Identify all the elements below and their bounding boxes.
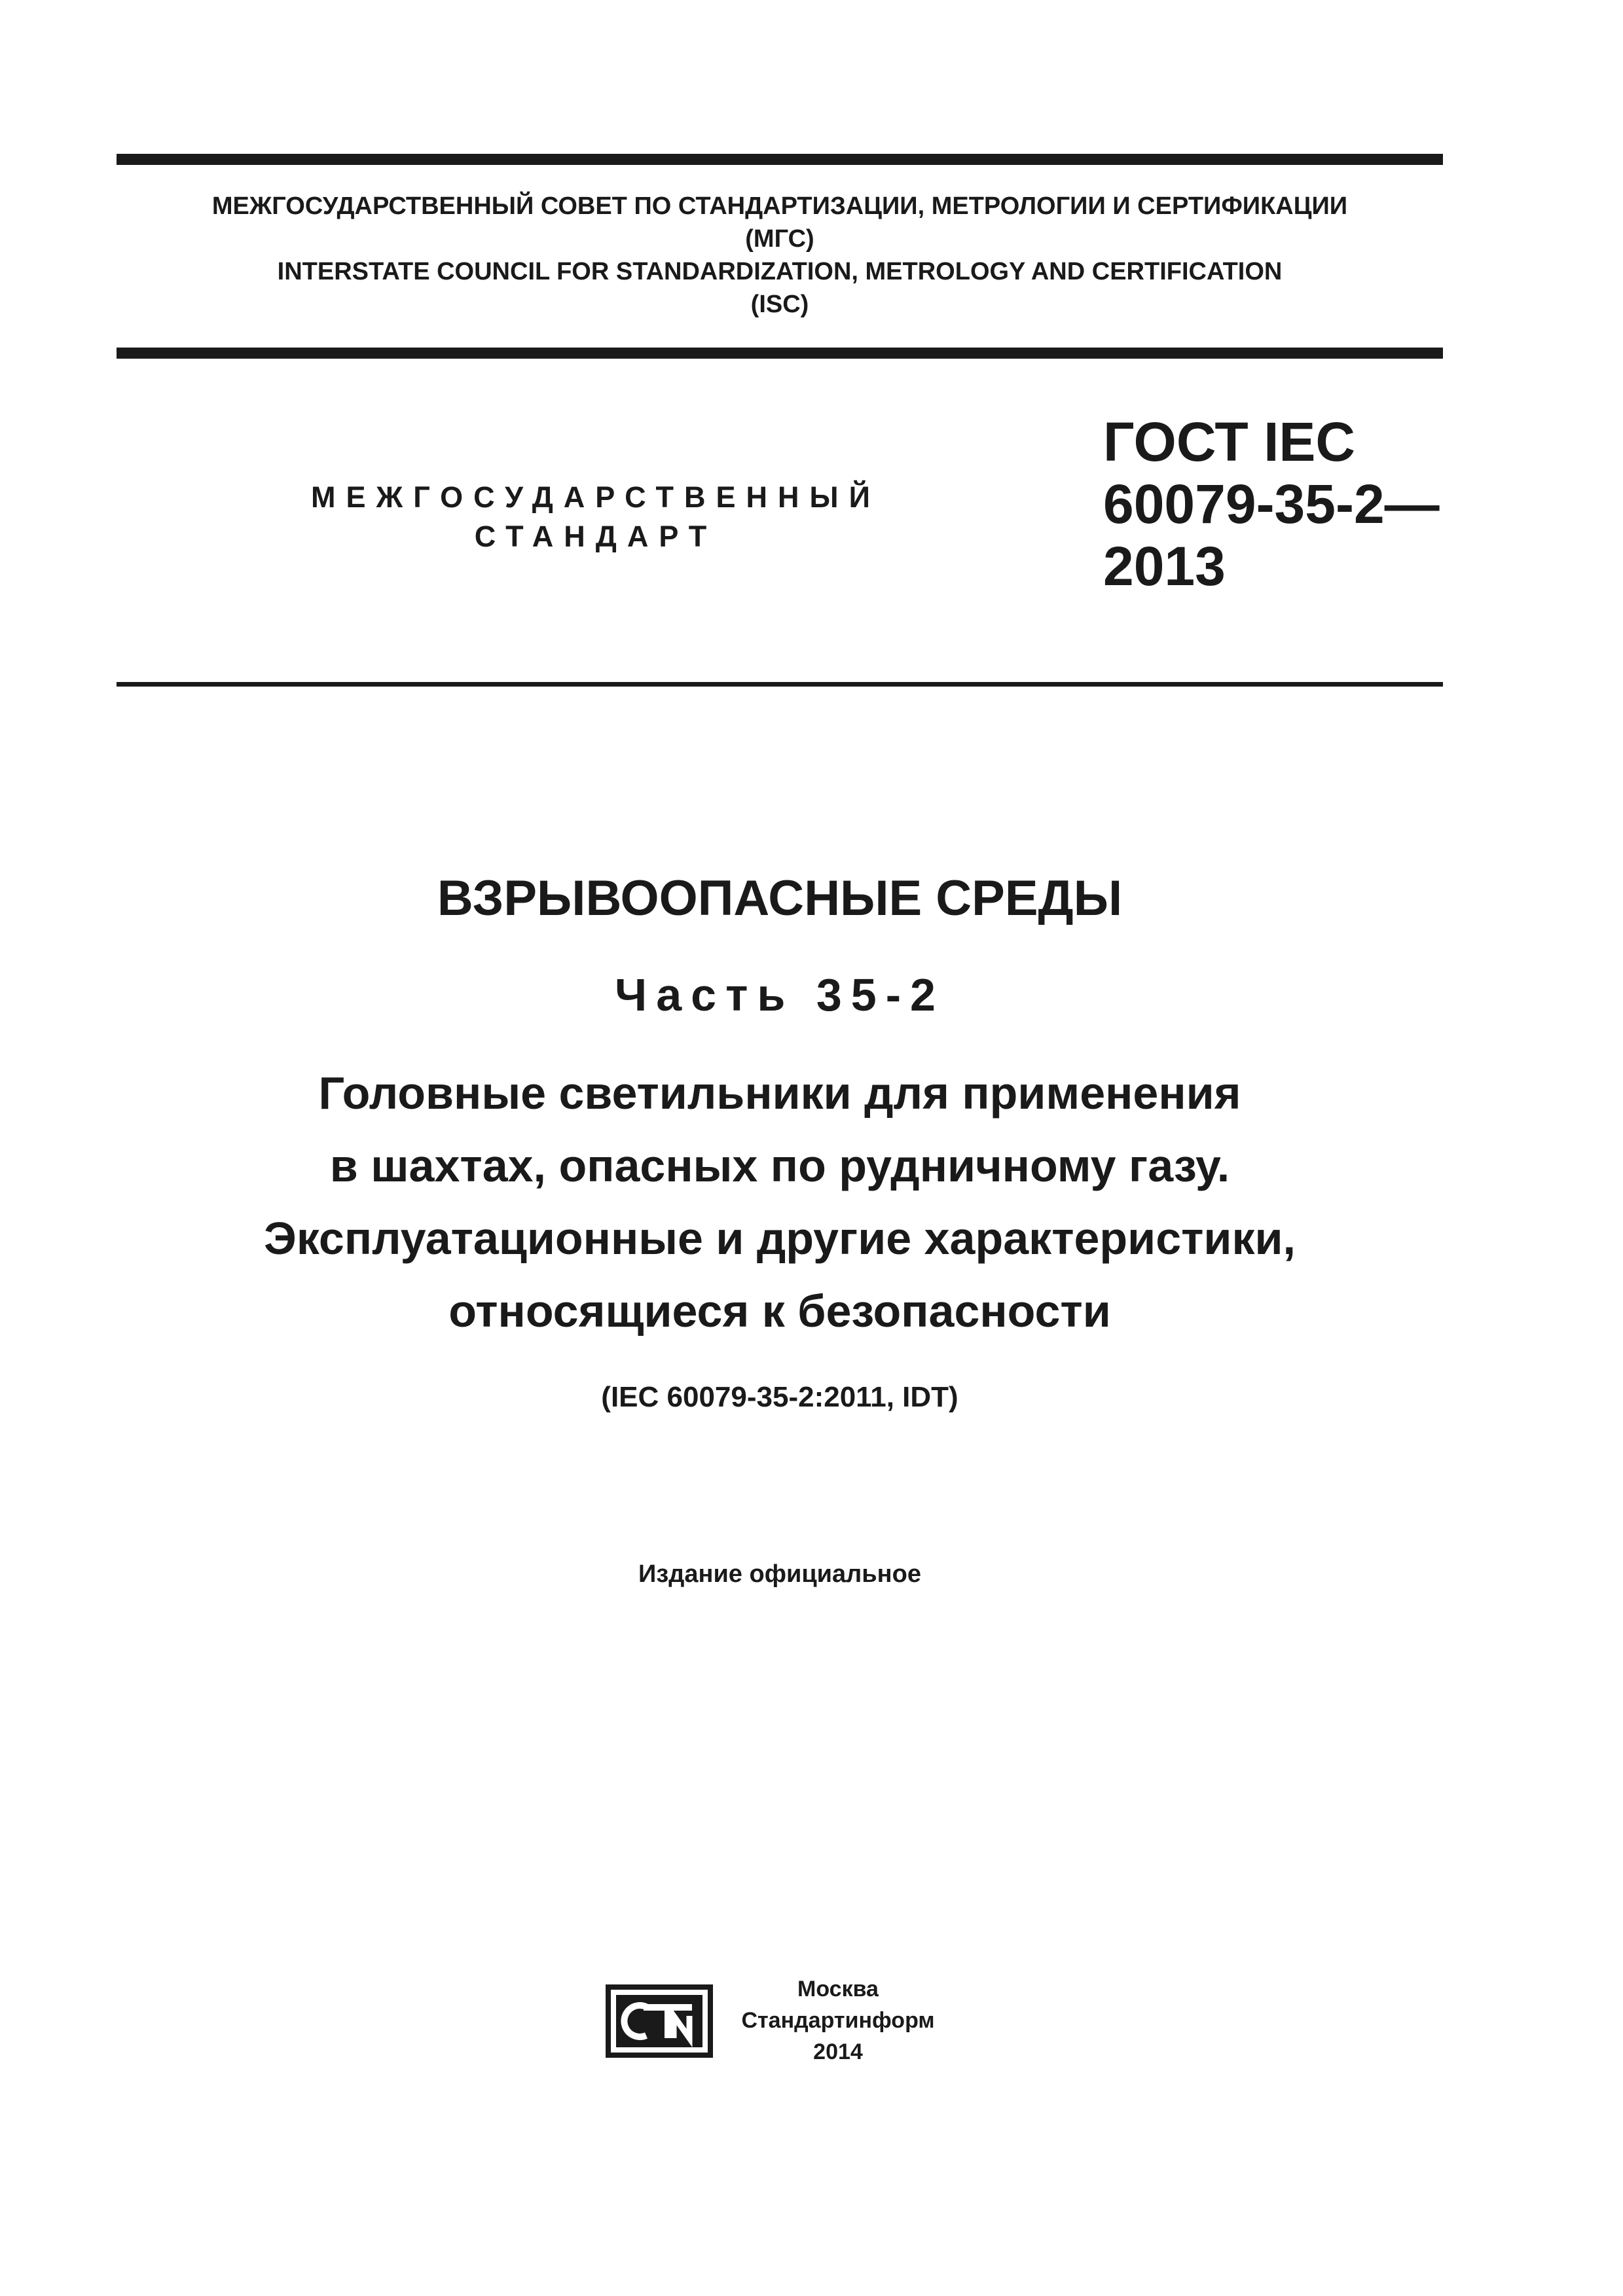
council-name-ru: МЕЖГОСУДАРСТВЕННЫЙ СОВЕТ ПО СТАНДАРТИЗАЦИИ, МЕТРОЛОГИИ И СЕРТИФИКАЦИИ — [211, 192, 1348, 220]
edition-note: Издание официальное — [638, 1560, 921, 1588]
document-subtitle — [117, 1057, 1443, 1348]
council-header — [117, 190, 1443, 321]
standard-code-line-1: ГОСТ IEC — [1103, 411, 1356, 473]
standard-code-line-2: 60079-35-2— — [1103, 473, 1440, 535]
iec-equivalence: (IEC 60079-35-2:2011, IDT) — [601, 1381, 958, 1413]
standard-kind-line-1: МЕЖГОСУДАРСТВЕННЫЙ — [311, 480, 881, 514]
bottom-rule — [117, 682, 1443, 687]
standard-kind — [268, 478, 923, 556]
standard-kind-line-2: СТАНДАРТ — [474, 520, 718, 553]
document-part: Часть 35-2 — [615, 969, 945, 1020]
council-abbr-ru: (МГС) — [745, 225, 814, 253]
standard-code-line-3: 2013 — [1103, 535, 1226, 597]
middle-rule — [117, 348, 1443, 359]
publisher-block — [720, 1973, 956, 2068]
subtitle-line-3: Эксплуатационные и другие характеристики, — [264, 1213, 1296, 1264]
subtitle-line-4: относящиеся к безопасности — [448, 1285, 1111, 1336]
subtitle-line-2: в шахтах, опасных по рудничному газу. — [329, 1140, 1230, 1191]
standartinform-logo-icon — [606, 1983, 714, 2058]
publisher-year: 2014 — [813, 2039, 863, 2064]
top-rule — [117, 154, 1443, 165]
subtitle-line-1: Головные светильники для применения — [318, 1067, 1241, 1119]
council-abbr-en: (ISC) — [750, 291, 809, 318]
standard-code — [1103, 411, 1440, 598]
publisher-name: Стандартинформ — [741, 2008, 935, 2033]
document-title: ВЗРЫВООПАСНЫЕ СРЕДЫ — [437, 870, 1123, 926]
council-name-en: INTERSTATE COUNCIL FOR STANDARDIZATION, METROLOGY AND CERTIFICATION — [277, 258, 1283, 285]
publisher-city: Москва — [797, 1977, 879, 2001]
